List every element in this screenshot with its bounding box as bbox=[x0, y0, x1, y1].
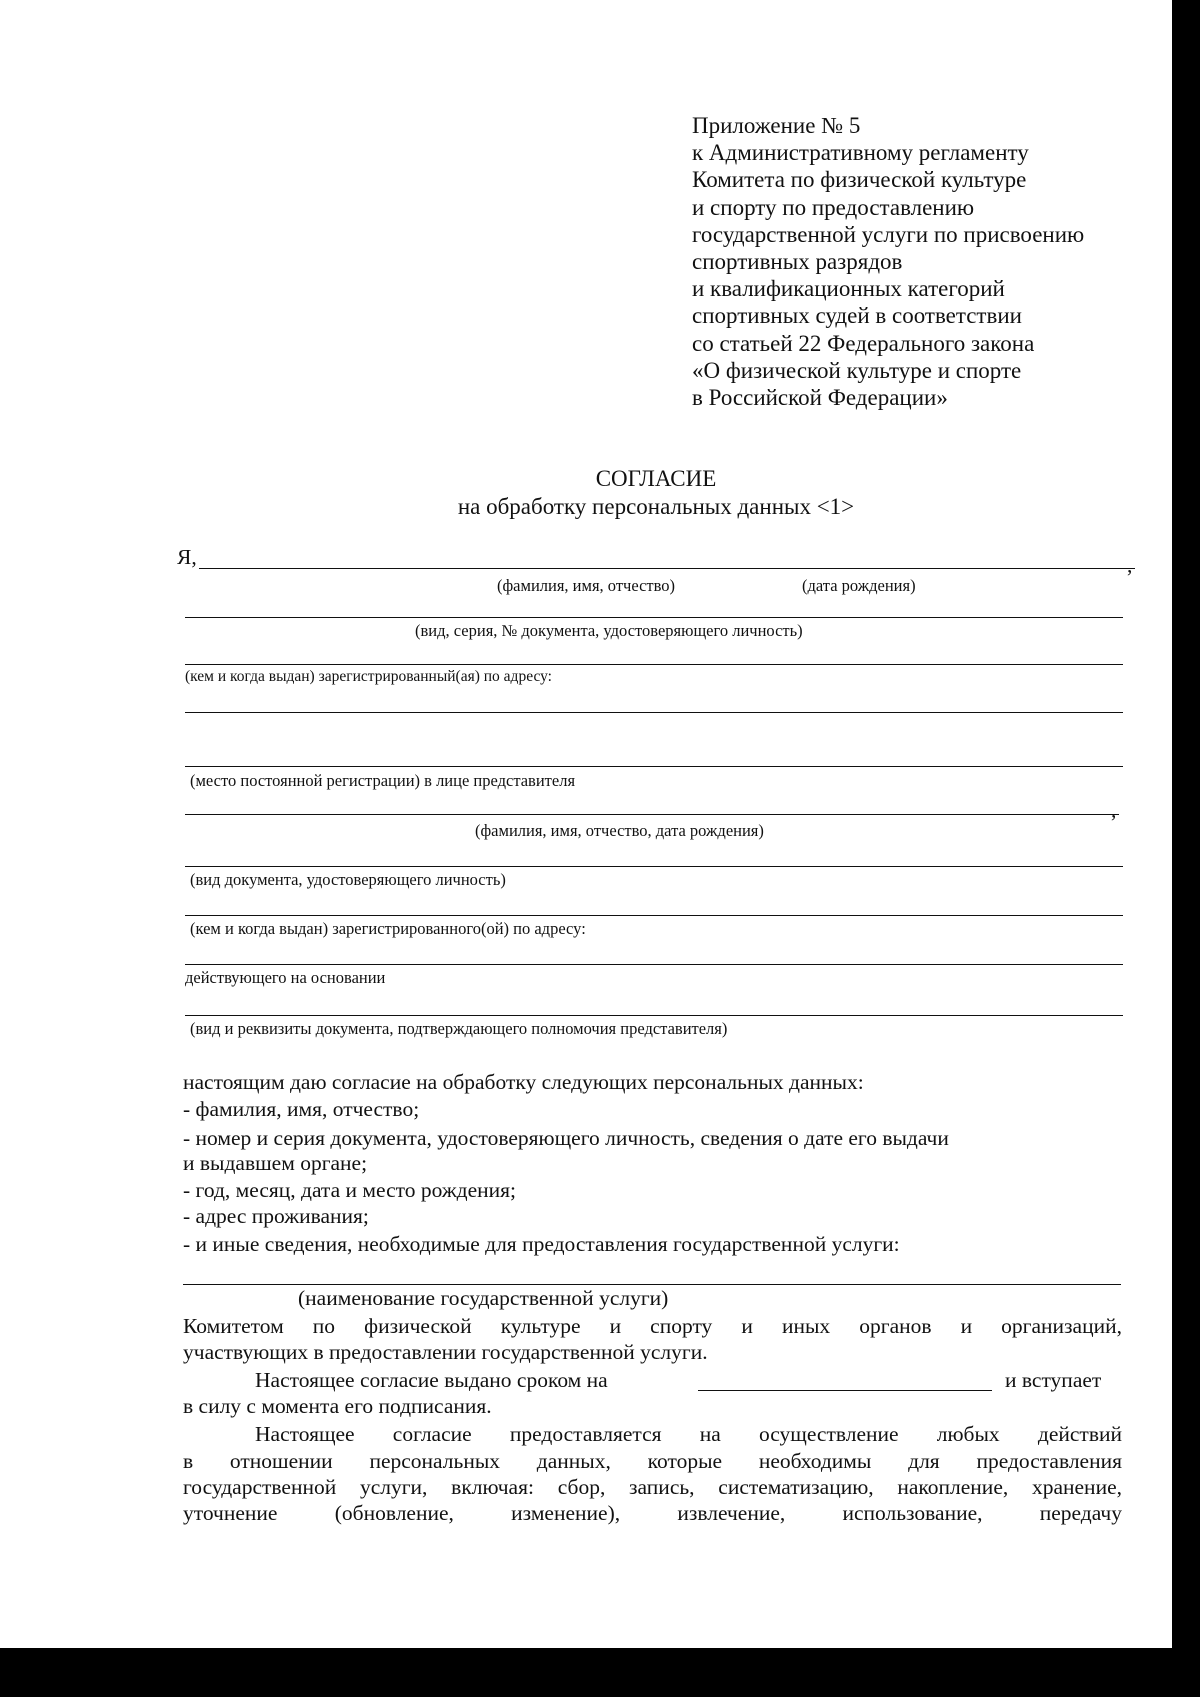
document-subtitle: на обработку персональных данных <1> bbox=[457, 494, 855, 519]
caption-representative: (фамилия, имя, отчество, дата рождения) bbox=[475, 821, 764, 840]
term-input-line[interactable] bbox=[698, 1390, 992, 1391]
scan-border-right bbox=[1172, 0, 1200, 1697]
caption-rep-document: (вид документа, удостоверяющего личность) bbox=[190, 870, 506, 889]
header-line: спортивных разрядов bbox=[692, 249, 903, 275]
address-line-2[interactable] bbox=[185, 766, 1123, 767]
scan-border-bottom bbox=[0, 1648, 1200, 1697]
header-line: Комитета по физической культуре bbox=[692, 167, 1027, 193]
document-line[interactable] bbox=[185, 617, 1123, 618]
paragraph-line: Настоящее согласие предоставляется на осуществление любых действий bbox=[255, 1422, 1122, 1446]
service-name-line[interactable] bbox=[183, 1284, 1121, 1285]
issued-line[interactable] bbox=[185, 664, 1123, 665]
basis-line[interactable] bbox=[185, 1015, 1123, 1016]
caption-fio: (фамилия, имя, отчество) bbox=[497, 576, 676, 595]
header-line: со статьей 22 Федерального закона bbox=[692, 330, 1035, 356]
term-text: Настоящее согласие выдано сроком на bbox=[255, 1368, 608, 1392]
rep-address-line[interactable] bbox=[185, 964, 1123, 965]
header-line: и квалификационных категорий bbox=[692, 276, 1005, 302]
header-line: «О физической культуре и спорте bbox=[692, 357, 1022, 383]
caption-registration: (место постоянной регистрации) в лице представителя bbox=[190, 771, 576, 790]
header-line: государственной услуги по присвоению bbox=[692, 221, 1085, 247]
caption-basis-document: (вид и реквизиты документа, подтверждающего полномочия представителя) bbox=[190, 1019, 728, 1038]
representative-line[interactable] bbox=[185, 814, 1119, 815]
consent-item: - и иные сведения, необходимые для предоставления государственной услуги: bbox=[183, 1232, 900, 1256]
header-line: к Административному регламенту bbox=[692, 140, 1029, 166]
term-text: и вступает bbox=[1005, 1368, 1102, 1392]
address-line-1[interactable] bbox=[185, 712, 1123, 713]
paragraph-line: в отношении персональных данных, которые необходимы для предоставления bbox=[183, 1449, 1122, 1473]
header-line: и спорту по предоставлению bbox=[692, 194, 975, 220]
paragraph-line: участвующих в предоставлении государственной услуги. bbox=[183, 1340, 708, 1364]
caption-service: (наименование государственной услуги) bbox=[298, 1286, 669, 1310]
paragraph-line: государственной услуги, включая: сбор, запись, систематизацию, накопление, хранение, bbox=[183, 1475, 1122, 1499]
header-line: спортивных судей в соответствии bbox=[692, 303, 1022, 329]
consent-item: - год, месяц, дата и место рождения; bbox=[183, 1178, 517, 1202]
document-title: СОГЛАСИЕ bbox=[595, 466, 717, 491]
caption-rep-issued: (кем и когда выдан) зарегистрированного(ой) по адресу: bbox=[190, 919, 586, 938]
consent-item: - номер и серия документа, удостоверяющего личность, сведения о дате его выдачи bbox=[183, 1126, 949, 1150]
consent-item: - фамилия, имя, отчество; bbox=[183, 1097, 420, 1121]
caption-birth-date: (дата рождения) bbox=[802, 576, 916, 595]
consent-item: - адрес проживания; bbox=[183, 1204, 369, 1228]
paragraph-line: уточнение (обновление, изменение), извлечение, использование, передачу bbox=[183, 1501, 1122, 1525]
appendix-header bbox=[692, 112, 1084, 411]
paragraph-line: Комитетом по физической культуре и спорту и иных органов и организаций, bbox=[183, 1314, 1122, 1338]
caption-basis: действующего на основании bbox=[185, 968, 386, 987]
comma: , bbox=[1111, 798, 1117, 822]
caption-issued: (кем и когда выдан) зарегистрированный(ая) по адресу: bbox=[185, 668, 552, 685]
paragraph-line: в силу с момента его подписания. bbox=[183, 1394, 492, 1418]
consent-intro: настоящим даю согласие на обработку следующих персональных данных: bbox=[183, 1070, 864, 1094]
caption-document: (вид, серия, № документа, удостоверяющего личность) bbox=[415, 621, 803, 640]
rep-issued-line[interactable] bbox=[185, 915, 1123, 916]
rep-document-line[interactable] bbox=[185, 866, 1123, 867]
fio-line[interactable] bbox=[199, 568, 1135, 569]
header-line: Приложение № 5 bbox=[692, 113, 861, 138]
prefix-ya: Я, bbox=[177, 545, 197, 569]
consent-item: и выдавшем органе; bbox=[183, 1151, 368, 1175]
comma: , bbox=[1127, 553, 1133, 577]
header-line: в Российской Федерации» bbox=[692, 385, 948, 411]
